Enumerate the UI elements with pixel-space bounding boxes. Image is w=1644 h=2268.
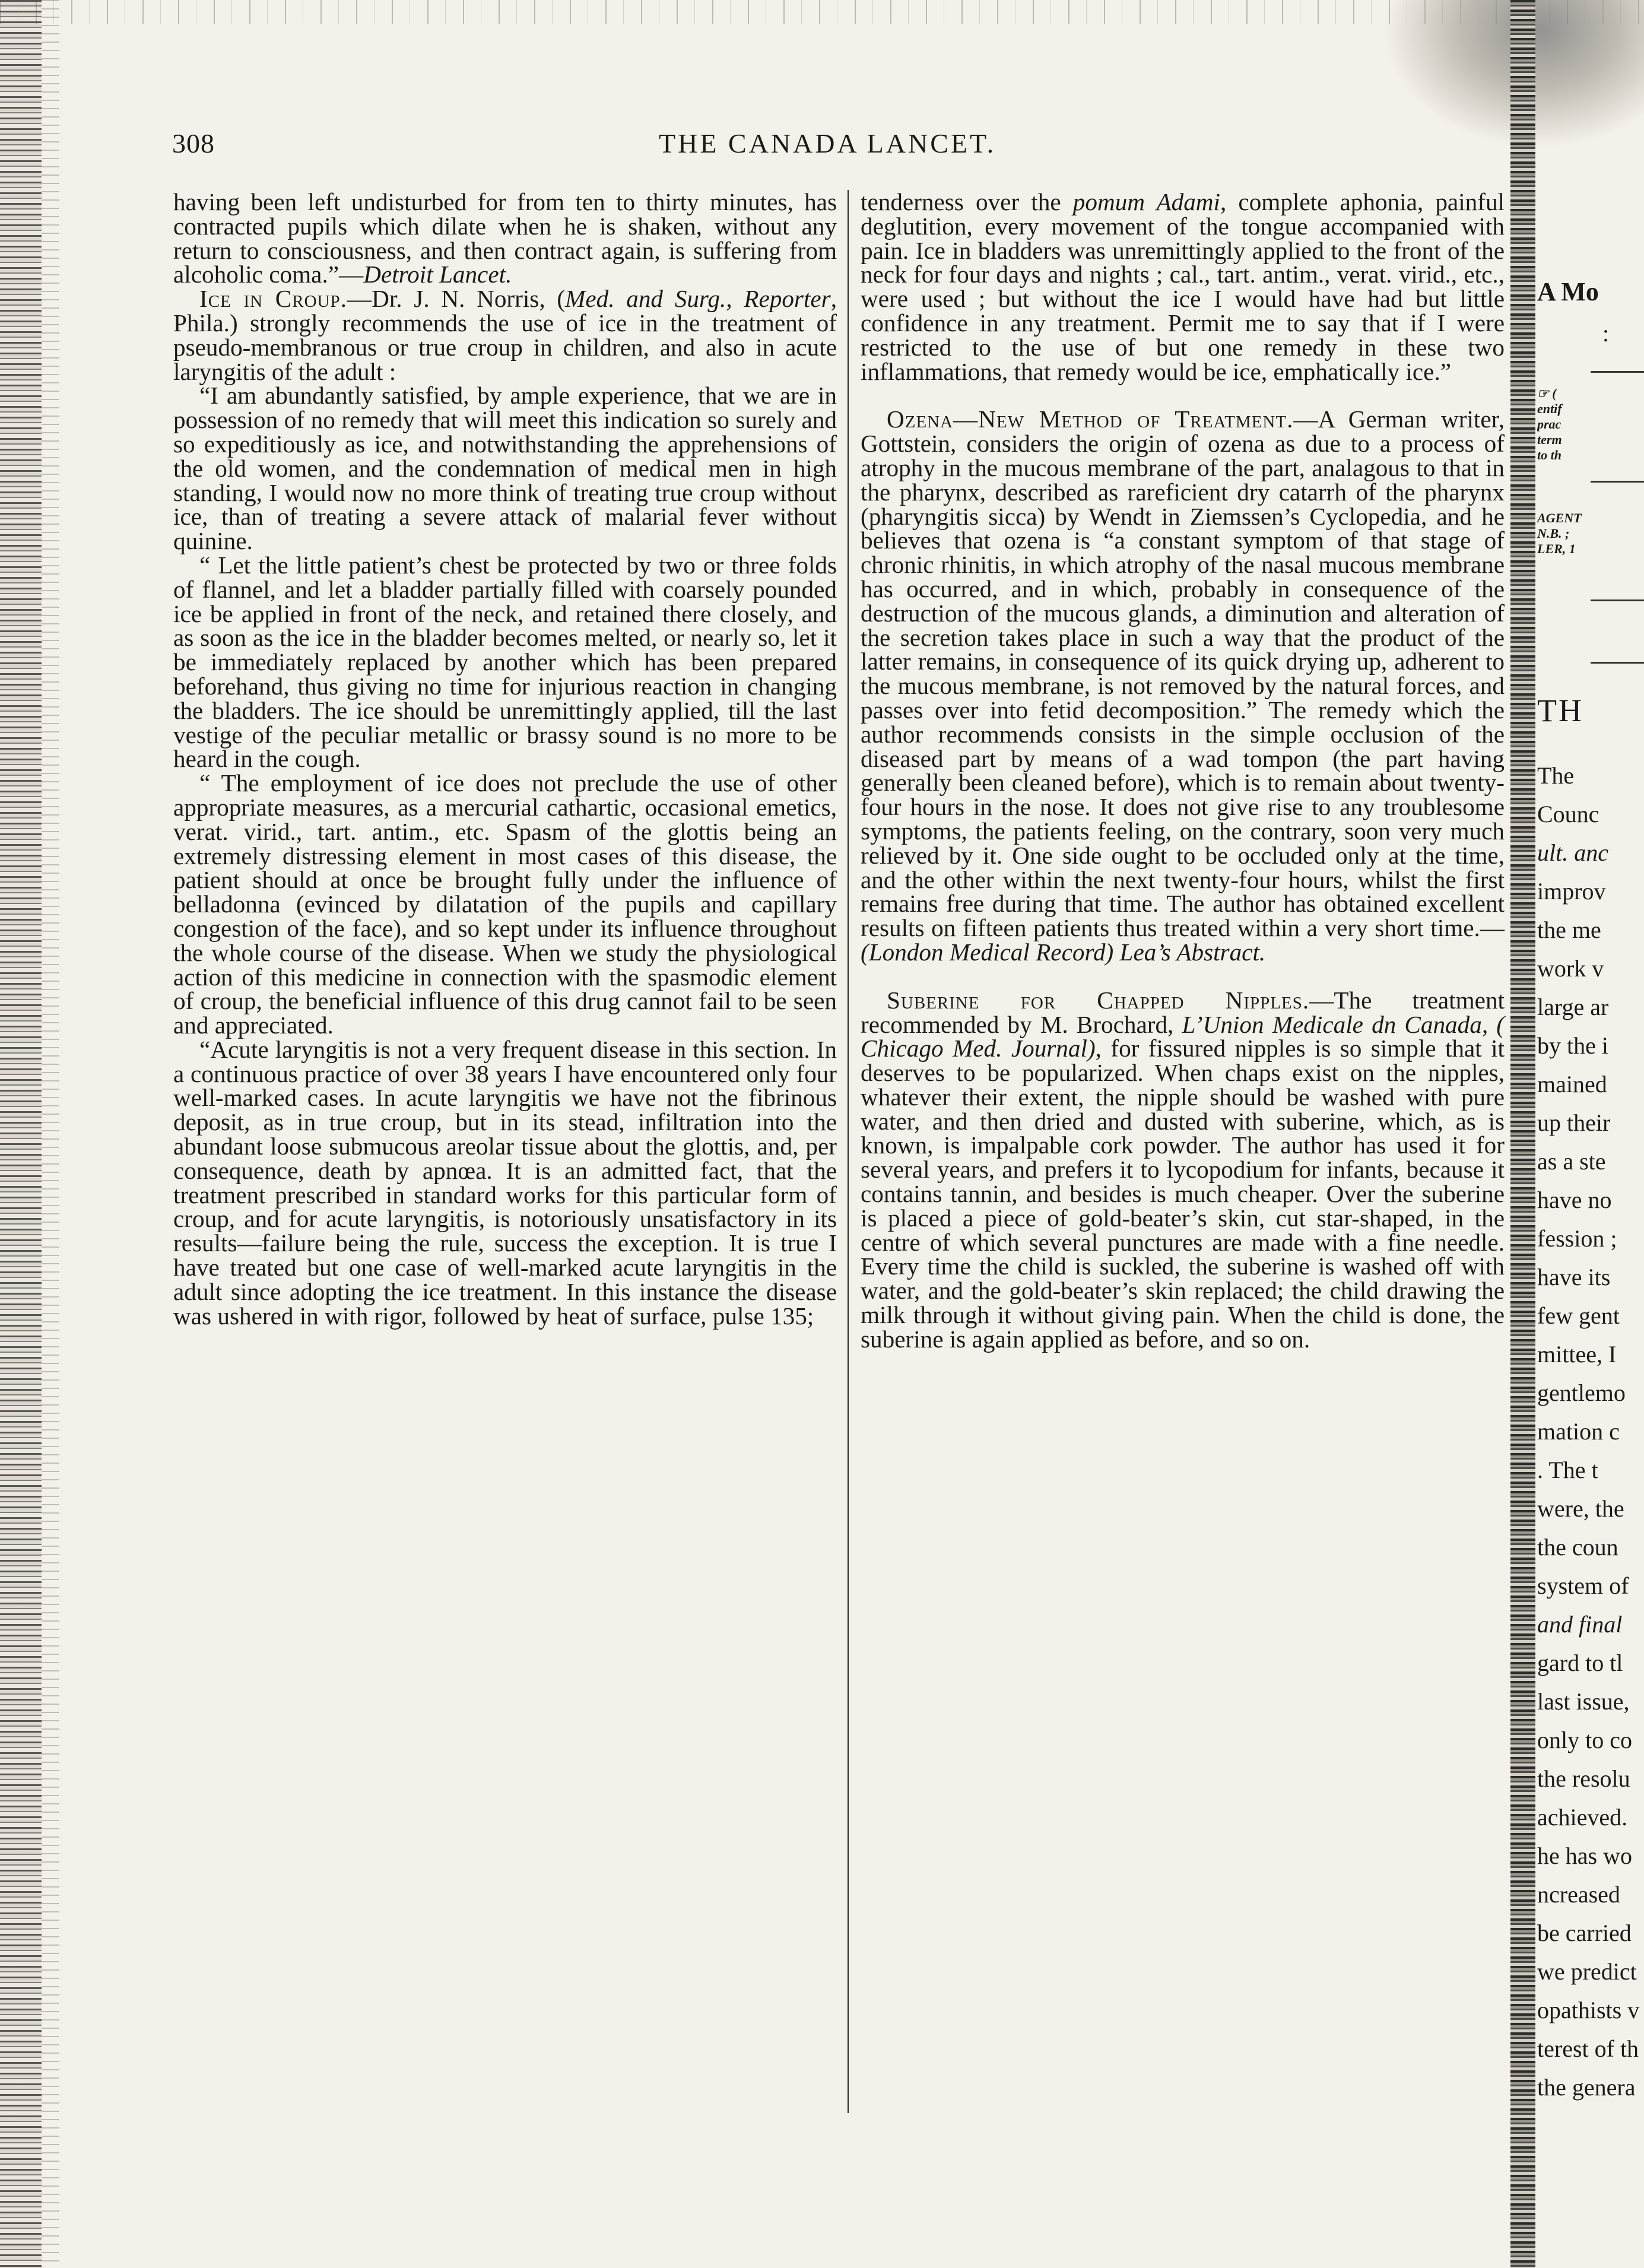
page-number: 308 [172, 128, 215, 158]
page-header [172, 128, 1490, 169]
section-heading-ice-in-croup: Ice in Croup. [199, 285, 347, 313]
section-heading-ozena: Ozena—New Method of Treatment. [887, 405, 1294, 433]
fragment-text: were, the [1537, 1495, 1624, 1522]
section-gap [861, 965, 1505, 988]
fragment-text: gard to tl [1537, 1650, 1623, 1676]
quote-paragraph: “ The employment of ice does not preclude the use of other appropriate measures, as a mercurial cathartic, occasional emetics, verat. virid., tart. antim., etc. Spasm of the glottis being an extremely distressing element in most cases of this disease, the patient should at once be brought fully under the influence of belladonna (evinced by dilatation of the pupils and capillary congestion of the face), and so kept under its influence throughout the whole course of the disease. When we study the physiological action of this medicine in connection with the spasmodic element of croup, the beneficial influence of this drug cannot fail to be seen and appreciated. [173, 769, 837, 1039]
fragment-text: work v [1537, 955, 1604, 982]
source-citation: (London Medical Record) Lea’s Abstract. [861, 938, 1266, 966]
fragment-rule [1591, 371, 1644, 373]
paragraph-alcoholic-coma [173, 190, 837, 287]
fragment-text: we predict [1537, 1958, 1637, 1985]
fragment-text: up their [1537, 1109, 1611, 1136]
paragraph-text: , Phila.) strongly recommends the use of ice in the treatment of pseudo-membranous or true croup in children, and also in acute laryngitis of the adult : [173, 285, 837, 385]
fragment-text: terest of th [1537, 2035, 1639, 2062]
fragment-text: only to co [1537, 1727, 1632, 1753]
paragraph-text: —A German writer, Gottstein, considers the origin of ozena as due to a process of atrophy in the mucous membrane of the part, analagous to that in the pharynx, described as rareficient dry catarrh of the pharynx (pharyngitis sicca) by Wendt in Ziemssen’s Cyclopedia, and he believes that ozena is “a constant symptom of that stage of chronic rhinitis, in which atrophy of the nasal mucous membrane has occurred, and in which, probably in consequence of the destruction of the mucous glands, a diminution and alteration of the secretion takes place in such a way that the product of the latter remains, in consequence of its quick drying up, adherent to the mucous membrane, is not removed by the natural forces, and passes over into fetid decomposition.” The remedy which the author recommends consists in the simple occlusion of the diseased part by means of a wad tompon (the part having generally been cleaned before), which is to remain about twenty-four hours in the nose. It does not give rise to any troublesome symptoms, the patients feeling, on the contrary, soon very much relieved by it. One side ought to be occluded only at the time, and the other within the next twenty-four hours, whilst the first remains free during that time. The author has obtained excellent results on fifteen patients thus treated within a very short time.— [861, 405, 1505, 942]
right-column [861, 190, 1505, 1352]
fragment-text: mittee, I [1537, 1341, 1617, 1368]
quote-paragraph: “I am abundantly satisfied, by ample experience, that we are in possession of no remedy that will meet this indication so surely and so expeditiously as ice, and notwithstanding the apprehensions of the old women, and the condemnation of medical men in high standing, I would now no more think of treating true croup without ice, than of treating a severe attack of malarial fever without quinine. [173, 382, 837, 555]
fragment-text: the genera [1537, 2074, 1636, 2101]
fragment-text: LER, 1 [1537, 541, 1576, 556]
fragment-text: the me [1537, 916, 1601, 943]
fragment-text: last issue, [1537, 1688, 1630, 1715]
fragment-text: to th [1537, 448, 1562, 462]
fragment-text: large ar [1537, 994, 1609, 1020]
source-citation: Med. and Surg., Reporter [565, 285, 831, 313]
paragraph-text: , complete aphonia, painful deglutition, every movement of the tongue accompanied with pain. Ice in bladders was unremittingly applied to the front of the neck for four days and nights ; cal., tart. antim., verat. virid., etc., were used ; but without the ice I would have had but little confidence in any treatment. Permit me to say that if I were restricted to the use of but one remedy in these two inflammations, that remedy would be ice, emphatically ice.” [861, 188, 1505, 385]
fragment-text: The [1537, 762, 1575, 789]
fragment-text: fession ; [1537, 1225, 1617, 1252]
fragment-text: gentlemo [1537, 1379, 1626, 1406]
fragment-text: : [1602, 320, 1610, 347]
fragment-text: achieved. [1537, 1804, 1628, 1831]
adjacent-page-fragments [1537, 0, 1644, 2268]
paragraph-suberine [861, 988, 1505, 1352]
paragraph-text: tenderness over the [861, 188, 1073, 215]
fragment-text: . The t [1537, 1457, 1598, 1483]
section-gap [861, 383, 1505, 407]
fragment-text: be carried [1537, 1920, 1632, 1946]
paragraph-text: having been left undisturbed for from ten to thirty minutes, has contracted pupils which dilate when he is shaken, without any return to consciousness, and then contract again, is suffering from alcoholic coma.”— [173, 188, 837, 288]
fragment-text: ncreased [1537, 1881, 1620, 1908]
paragraph-text: , for fissured nipples is so simple that it deserves to be popularized. When chaps exist on the nipples, whatever their extent, the nipple should be washed with pure water, and then dried and dusted with suberine, which, as is known, is impalpable cork powder. The author has used it for several years, and prefers it to lycopodium for infants, because it contains tannin, and besides is much cheaper. Over the suberine is placed a piece of gold-beater’s skin, cut star-shaped, in the centre of which several punctures are made with a fine needle. Every time the child is suckled, the suberine is washed off with water, and the gold-beater’s skin replaced; the child drawing the milk through it without giving pain. When the child is done, the suberine is again applied as before, and so on. [861, 1035, 1505, 1353]
fragment-text: N.B. ; [1537, 526, 1570, 541]
fragment-text: entif [1537, 401, 1562, 416]
fragment-text: the resolu [1537, 1765, 1630, 1792]
left-column [173, 190, 837, 1328]
running-title: THE CANADA LANCET. [659, 128, 996, 158]
fragment-text: mation c [1537, 1418, 1620, 1445]
fragment-text: he has wo [1537, 1842, 1632, 1869]
fragment-text: TH [1537, 693, 1583, 728]
fragment-text: as a ste [1537, 1148, 1606, 1175]
binding-edge [0, 0, 42, 2268]
fragment-text: prac [1537, 417, 1562, 432]
fragment-text: system of [1537, 1572, 1629, 1599]
fragment-text: and final [1537, 1611, 1623, 1638]
fragment-text: have no [1537, 1187, 1612, 1213]
paragraph-ozena [861, 407, 1505, 964]
paragraph-ice-in-croup [173, 287, 837, 383]
fragment-text: few gent [1537, 1302, 1620, 1329]
column-divider [848, 190, 849, 2113]
quote-paragraph: “ Let the little patient’s chest be protected by two or three folds of flannel, and let a bladder partially filled with coarsely pounded ice be applied in front of the neck, and retained there closely, and as soon as the ice in the bladder becomes melted, or nearly so, let it be immediately replaced by another which has been prepared beforehand, thus giving no time for injurious reaction in changing the bladders. The ice should be unremittingly applied, till the last vestige of the peculiar metallic or brassy sound is no more to be heard in the cough. [173, 551, 837, 773]
binding-shadow [42, 0, 59, 2268]
fragment-text: ☞ ( [1537, 386, 1557, 401]
paragraph-text: —Dr. J. N. Norris, ( [347, 285, 566, 313]
fragment-text: term [1537, 432, 1562, 447]
quote-paragraph: “Acute laryngitis is not a very frequent disease in this section. In a continuous practice of over 38 years I have encountered only four well-marked cases. In acute laryngitis we have not the fibrinous deposit, as in true croup, but in its stead, infiltration into the abundant loose submucous areolar tissue about the glottis, and, per consequence, death by apnœa. It is an admitted fact, that the treatment prescribed in standard works for this particular form of croup, and for acute laryngitis, is notoriously unsatisfactory in its results—failure being the rule, success the exception. It is true I have treated but one case of well-marked acute laryngitis in the adult since adopting the ice treatment. In this instance the disease was ushered in with rigor, followed by heat of surface, pulse 135; [173, 1035, 837, 1330]
page-gutter [1510, 0, 1535, 2268]
fragment-rule [1591, 481, 1644, 483]
fragment-text: ult. anc [1537, 839, 1608, 866]
fragment-text: have its [1537, 1264, 1611, 1290]
source-citation: L’Union Medicale dn Canada, ( Chicago Med. Journal) [861, 1010, 1505, 1062]
fragment-text: mained [1537, 1071, 1607, 1097]
paragraph-text: —The treatment recommended by M. Brochard, [861, 986, 1505, 1038]
fragment-text: improv [1537, 878, 1606, 905]
italic-term: pomum Adami [1072, 188, 1220, 215]
fragment-text: A Mo [1537, 277, 1599, 306]
paragraph-quote-end [861, 190, 1505, 383]
section-heading-suberine: Suberine for Chapped Nipples. [887, 986, 1310, 1014]
fragment-text: AGENT [1537, 510, 1582, 525]
fragment-text: opathists v [1537, 1997, 1640, 2023]
fragment-rule [1591, 599, 1644, 601]
fragment-text: by the i [1537, 1032, 1608, 1059]
source-citation: Detroit Lancet. [363, 261, 512, 288]
fragment-rule [1591, 662, 1644, 664]
fragment-text: Counc [1537, 801, 1599, 827]
fragment-text: the coun [1537, 1534, 1618, 1560]
